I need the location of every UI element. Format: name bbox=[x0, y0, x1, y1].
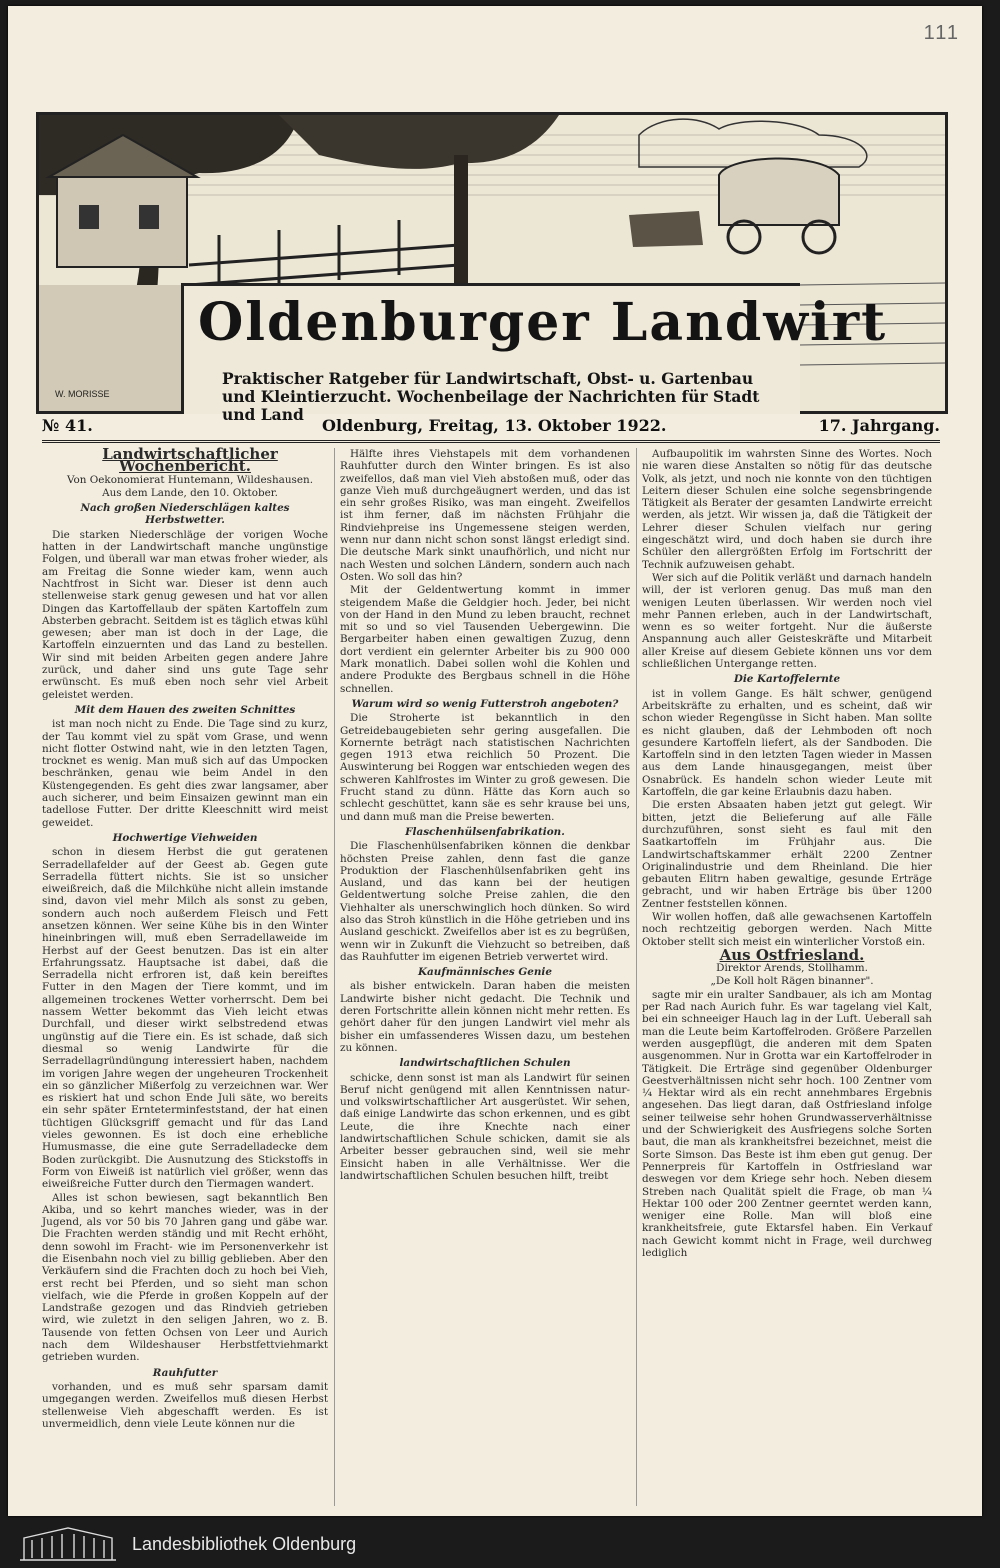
newspaper-page bbox=[8, 6, 982, 1516]
paragraph: vorhanden, und es muß sehr sparsam damit umgegangen werden. Zweifellos muß diesen Herbst stellenweise Vieh abgeschafft werden. Es ist unvermeidlich, denn viele Leute können nur die bbox=[42, 1380, 328, 1430]
paragraph: schicke, denn sonst ist man als Landwirt für seinen Beruf nicht genügend mit allen Kenntnissen natur- und volkswirtschaftlicher Art ausgerüstet. Wir sehen, daß einige Landwirte das schon erkennen, und es gibt Leute, die ihre Knechte nach einer landwirtschaftlichen Schule schicken, damit sie als Arbeiter besser gebrauchen sind, weil sie mehr Einsicht haben in alle Verhältnisse. Wer die landwirtschaftlichen Schulen besuchen hilft, treibt bbox=[340, 1071, 630, 1182]
title-box bbox=[181, 283, 888, 424]
library-building-icon[interactable] bbox=[18, 1526, 118, 1562]
column-3 bbox=[642, 448, 932, 1506]
issue-volume: 17. Jahrgang. bbox=[818, 416, 940, 435]
article-motto: „De Koll holt Rägen binanner". bbox=[710, 975, 874, 988]
paragraph: schon in diesem Herbst die gut geratenen Serradellafelder auf der Geest ab. Gegen gute Serradella füttert nichts. Sie ist so unsicher eiweißreich, daß die Milchkühe nicht allein imstande sind, davon viel mehr Milch als sonst zu geben, sondern auch noch außerdem Fleisch und Fett ansetzen können. Wer seine Kühe bis in den Winter hineinbringen will, muß eben Serradellaweide im Herbst auf der Geest benutzen. Das ist ein alter Erfahrungssatz. Hauptsache ist dabei, daß die Serradella nicht erfroren ist, daß kein bereiftes Futter in den Magen der Tiere kommt, und im allgemeinen trockenes Wetter vorherrscht. Dem bei nassem Wetter bekommt das Vieh leicht etwas Durchfall, und dieser wirkt selbstredend etwas ungünstig auf die Tiere ein. Es ist schade, daß sich diesmal so wenig Landwirte für die Serradellagründüngung interessiert haben, nachdem im vorigen Jahre wegen der ungeheuren Trockenheit ein so gänzlicher Mißerfolg zu verzeichnen war. Wer es riskiert hat und schon Ende Juli säte, wo bereits ein sehr später Ernteterminfeststand, der hat einen tüchtigen Glücksgriff gemacht und für das Land vieles gewonnen. Es ist doch eine erhebliche Humusmasse, die eine gute Serradelladecke dem Boden zurückgibt. Die Ausnutzung des Stickstoffs in Form von Eiweiß ist natürlich viel größer, wenn das eiweißreiche Futter durch den Tiermagen wandert. bbox=[42, 846, 328, 1191]
viewer-footer bbox=[0, 1520, 1000, 1568]
subheading: Rauhfutter bbox=[152, 1366, 218, 1379]
column-divider bbox=[636, 448, 637, 1506]
paragraph: Mit der Geldentwertung kommt in immer steigendem Maße die Geldgier hoch. Jeder, bei nicht von der Hand in den Mund zu leben braucht, rechnet mit so und so viel Tausenden Uebergewinn. Die Bergarbeiter haben einen gewaltigen Zuzug, denn dort verdient ein gelernter Arbeiter bis zu 900 000 Mark monatlich. Dabei sollen wohl die Kohlen und andere Produkte des Bergbaus schnell in die Höhe schnellen. bbox=[340, 584, 630, 695]
artist-signature: W. MORISSE bbox=[55, 389, 110, 399]
paragraph: Die ersten Absaaten haben jetzt gut gelegt. Wir bitten, jetzt die Belieferung auf alle Fälle durchzuführen, sonst sieht es faul mit den Saatkartoffeln im Frühjahr aus. Die Landwirtschaftskammer erhält 2200 Zentner Originalindustrie und dem Rheinland. Die hier gebauten Elitrn haben gewaltige, gesunde Erträge gebracht, und wir haben Erträge bis über 1200 Zentner feststellen können. bbox=[642, 799, 932, 910]
article-heading: Landwirtschaftlicher Wochenbericht. bbox=[102, 445, 278, 476]
paragraph: Die Flaschenhülsenfabriken können die denkbar höchsten Preise zahlen, denn fast die ganze Produktion der Flaschenhülsenfabriken geht ins Ausland, und das kann bei der heutigen Geldentwertung solche Preise zahlen, die den Viehhalter als unerschwinglich hoch dünken. So wird also das Stroh künstlich in die Höhe getrieben und ins Ausland geschickt. Zweifellos aber ist es zu begrüßen, wenn wir in Zukunft die Viehzucht so betreiben, daß das Rauhfutter im eigenen Betrieb verwertet wird. bbox=[340, 840, 630, 963]
paragraph: Aufbaupolitik im wahrsten Sinne des Wortes. Noch nie waren diese Anstalten so nötig für das deutsche Volk, als jetzt, und noch nie konnte von den tüchtigen Leitern dieser Schulen eine solche segensbringende Tätigkeit als Berater der gesamten Landwirte erreicht werden, als jetzt. Wir wissen ja, daß die Tätigkeit der Lehrer dieser Schulen vielfach nur gering eingeschätzt wird, und doch haben sie durch ihre Schüler den allergrößten Erfolg im Fortschritt der Technik aufzuweisen gehabt. bbox=[642, 448, 932, 571]
paragraph: sagte mir ein uralter Sandbauer, als ich am Montag per Rad nach Aurich fuhr. Es war tagelang viel Kalt, bei ein schneeiger Hauch lag in der Luft. Ueberall sah man die Leute beim Kartoffelroden. Größere Parzellen werden ausgepflügt, die anderen mit dem Spaten ausgenommen. Nur in Grotta war ein Kartoffelroder in Tätigkeit. Die Erträge sind gegenüber Oldenburger Geestverhältnissen nicht sehr hoch. 100 Zentner vom ¼ Hektar wird als ein recht annehmbares Ergebnis angesehen. Das liegt daran, daß Ostfriesland infolge seiner teilweise sehr hohen Grundwasserverhältnisse und der Schwierigkeit des Ausfriegens solche Sorten baut, die man als krankheitsfrei bezeichnet, meist die Sorte Simson. Das Beste ist ihm eben gut genug. Der Pennerpreis für Kartoffeln in Ostfriesland war deswegen vor dem Kriege sehr hoch. Neben diesem Streben nach Qualität spielt die Frage, ob man ¼ Hektar 100 oder 200 Zentner geerntet werden kann, weniger eine Rolle. Man will bloß eine krankheitsfreie, gute Ektarsfel haben. Ein Verkauf nach Gewicht kommt nicht in Frage, weil durchweg lediglich bbox=[642, 988, 932, 1259]
subheading: Kaufmännisches Genie bbox=[418, 966, 552, 979]
paragraph: Die Stroherte ist bekanntlich in den Getreidebaugebieten sehr gering ausgefallen. Die Kornernte beträgt nach statistischen Nachrichten gegen 1913 etwa reichlich 50 Prozent. Die Auswinterung bei Roggen war entschieden wegen des schweren Kahlfrostes im Winter zu groß gewesen. Die Frucht stand zu dünn. Hätte das Korn auch so schlecht geschüttet, kann säe es sehr krause bei uns, und dann muß man die Preise bewerten. bbox=[340, 712, 630, 823]
page-number: 111 bbox=[923, 22, 960, 44]
column-2 bbox=[340, 448, 630, 1506]
article-byline: Direktor Arends, Stollhamm. bbox=[716, 962, 868, 975]
paragraph: Wir wollen hoffen, daß alle gewachsenen Kartoffeln noch rechtzeitig geborgen werden. Nach Mitte Oktober stellt sich meist ein winterlicher Vorstoß ein. bbox=[642, 910, 932, 948]
column-1 bbox=[42, 445, 328, 1506]
issue-rule bbox=[42, 440, 940, 443]
issue-number: № 41. bbox=[42, 416, 93, 435]
subheading: Nach großen Niederschlägen kaltes Herbstwetter. bbox=[80, 502, 290, 527]
paragraph: ist man noch nicht zu Ende. Die Tage sind zu kurz, der Tau kommt viel zu spät vom Grase, und wenn nicht flotter Ostwind naht, wie in den letzten Tagen, trocknet es wenig. Man muß sich auf das Umpocken beschränken, genau wie beim Andel in den Küstengegenden. Es geht dies zwar langsamer, aber auch sicherer, und beim Einsaizen gewinnt man ein tadellose Futter. Der dritte Kleeschnitt wird meist geweidet. bbox=[42, 718, 328, 829]
subheading: Warum wird so wenig Futterstroh angeboten? bbox=[351, 697, 619, 710]
subheading: Hochwertige Viehweiden bbox=[112, 831, 258, 844]
paragraph: Die starken Niederschläge der vorigen Woche hatten in der Landwirtschaft manche ungünstige Folgen, und überall war man etwas froher wieder, als am Freitag die Sonne wieder kam, wenn auch Nachtfrost in Sicht war. Dieser ist denn auch stellenweise stark genug gewesen und hat vor allen Dingen das Kartoffellaub der späten Kartoffeln zum Absterben gebracht. Seitdem ist es täglich etwas kühl gewesen; aber man ist doch in der Lage, die Kartoffeln einzuernten und das Land zu bestellen. Wir sind mit beiden Arbeiten gegen andere Jahre zurück, und daher sind uns gute Tage sehr erwünscht. Es muß eben noch sehr viel Arbeit geleistet werden. bbox=[42, 528, 328, 701]
subheading: landwirtschaftlichen Schulen bbox=[399, 1057, 571, 1070]
masthead bbox=[36, 112, 948, 424]
issue-date: Oldenburg, Freitag, 13. Oktober 1922. bbox=[322, 416, 667, 435]
paragraph: Hälfte ihres Viehstapels mit dem vorhandenen Rauhfutter durch den Winter bringen. Es ist also zweifellos, daß man viel Vieh abstoßen muß, oder das ganze Vieh muß durchgeäugnert werden, und das ist ein sehr großes Risiko, was man eingeht. Zweifellos ist ihm ferner, daß im nächsten Frühjahr die Rindviehpreise ins Ungemessene steigen werden, wenn nur dann nicht schon sonst längst erledigt sind. Die deutsche Mark sinkt unaufhörlich, und nicht nur nach Westen und solchen Ländern, sondern auch nach Osten. Wo soll das hin? bbox=[340, 448, 630, 583]
masthead-title: Oldenburger Landwirt bbox=[198, 292, 888, 353]
article-heading: Aus Ostfriesland. bbox=[719, 945, 865, 964]
article-dateline: Aus dem Lande, den 10. Oktober. bbox=[102, 486, 278, 499]
paragraph: als bisher entwickeln. Daran haben die meisten Landwirte bisher nicht gedacht. Die Technik und deren Fortschritte allein können nicht mehr retten. Es gehört daher für den jungen Landwirt viel mehr als bisher ein umfassenderes Wissen dazu, um bestehen zu können. bbox=[340, 980, 630, 1054]
subheading: Die Kartoffelernte bbox=[733, 673, 841, 686]
article-byline: Von Oekonomierat Huntemann, Wildeshausen. bbox=[66, 473, 314, 486]
paragraph: Wer sich auf die Politik verläßt und darnach handeln will, der ist verloren genug. Das muß man den wenigen Leuten überlassen. Wir werden noch viel mehr Pannen erleben, auch in der Landwirtschaft, wenn es so weiter fortgeht. Nur die äußerste Anspannung auch aller Geisteskräfte und Mitarbeit aller Kreise auf diesem Gebiete können uns vor dem schließlichen Untergange retten. bbox=[642, 571, 932, 671]
subheading: Flaschenhülsenfabrikation. bbox=[405, 825, 565, 838]
masthead-subtitle: Praktischer Ratgeber für Landwirtschaft, Obst- u. Gartenbau und Kleintierzucht. Wochenbeilage der Nachrichten für Stadt und Land bbox=[222, 369, 760, 424]
column-divider bbox=[334, 448, 335, 1506]
paragraph: Alles ist schon bewiesen, sagt bekanntlich Ben Akiba, und so kehrt manches wieder, was in der Jugend, als vor 50 bis 70 Jahren gang und gäbe war. Die Frachten werden ständig und mit Recht erhöht, denn sowohl im Fracht- wie im Personenverkehr ist die Eisenbahn noch viel zu billig geblieben. Aber den Verkäufern sind die Frachten doch zu hoch bei Vieh, erst recht bei Pferden, und so sieht man schon vielfach, wie die Pferde in großen Koppeln auf der Landstraße gezogen und das Rindvieh getrieben wird, wie zuletzt in den seligen Jahren, wo z. B. Tausende von fetten Ochsen von Leer und Aurich nach dem Wildeshauser Herbstfettviehmarkt getrieben wurden. bbox=[42, 1191, 328, 1364]
paragraph: ist in vollem Gange. Es hält schwer, genügend Arbeitskräfte zu erhalten, und es scheint, daß wir schon wieder Regengüsse in Sicht haben. Man sollte es nicht glauben, daß der Lehmboden oft noch gesundere Kartoffeln liefert, als der Sandboden. Die Kartoffeln sind in den letzten Tagen wieder in Massen aus dem Lande hinausgegangen, meist über Osnabrück. Es handeln schon wieder Leute mit Kartoffeln, die gar keine Erlaubnis dazu haben. bbox=[642, 687, 932, 799]
issue-line bbox=[42, 414, 940, 438]
subheading: Mit dem Hauen des zweiten Schnittes bbox=[74, 703, 296, 716]
library-name[interactable]: Landesbibliothek Oldenburg bbox=[132, 1534, 357, 1554]
